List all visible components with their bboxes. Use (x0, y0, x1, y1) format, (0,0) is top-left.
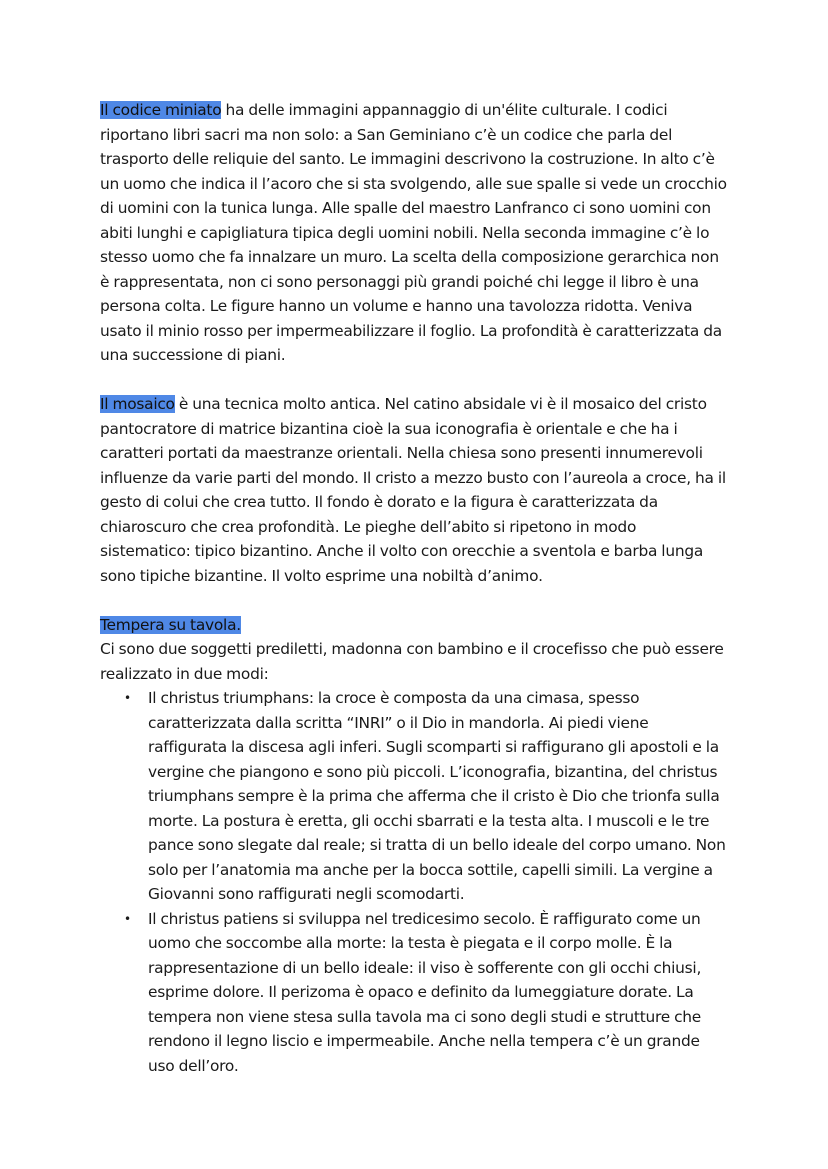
list-item (100, 907, 730, 1079)
highlighted-term: Il mosaico (100, 395, 175, 413)
highlighted-heading: Tempera su tavola. (100, 615, 241, 634)
section-intro: Ci sono due soggetti prediletti, madonna con bambino e il crocefisso che può essere realizzato in due modi: (100, 640, 724, 683)
section-tempera (100, 613, 730, 1079)
list-item (100, 686, 730, 907)
document-body (100, 98, 730, 1078)
bullet-icon: • (124, 911, 131, 926)
paragraph-text: è una tecnica molto antica. Nel catino absidale vi è il mosaico del cristo pantocratore di matrice bizantina cioè la sua iconografia è orientale e che ha i caratteri portati da maestranze orientali. Nella chiesa sono presenti innumerevoli influenze da varie parti del mondo. Il cristo a mezzo busto con l’aureola a croce, ha il gesto di colui che crea tutto. Il fondo è dorato e la figura è caratterizzata da chiaroscuro che crea profondità. Le pieghe dell’abito si ripetono in modo sistematico: tipico bizantino. Anche il volto con orecchie a sventola e barba lunga sono tipiche bizantine. Il volto esprime una nobiltà d’animo. (100, 395, 726, 585)
bullet-list (100, 686, 730, 1078)
highlighted-term: Il codice miniato (100, 101, 222, 119)
section-heading (100, 613, 730, 638)
paragraph-codice-miniato (100, 98, 730, 368)
paragraph-text: ha delle immagini appannaggio di un'élite culturale. I codici riportano libri sacri ma non solo: a San Geminiano c’è un codice che parla del trasporto delle reliquie del santo. Le immagini descrivono la costruzione. In alto c’è un uomo che indica il l’acoro che si sta svolgendo, alle sue spalle si vede un crocchio di uomini con la tunica lunga. Alle spalle del maestro Lanfranco ci sono uomini con abiti lunghi e capigliatura tipica degli uomini nobili. Nella seconda immagine c’è lo stesso uomo che fa innalzare un muro. La scelta della composizione gerarchica non è rappresentata, non ci sono personaggi più grandi poiché chi legge il libro è una persona colta. Le figure hanno un volume e hanno una tavolozza ridotta. Veniva usato il minio rosso per impermeabilizzare il foglio. La profondità è caratterizzata da una successione di piani. (100, 101, 727, 364)
list-item-text: Il christus patiens si sviluppa nel tredicesimo secolo. È raffigurato come un uomo che soccombe alla morte: la testa è piegata e il corpo molle. È la rappresentazione di un bello ideale: il viso è sofferente con gli occhi chiusi, esprime dolore. Il perizoma è opaco e definito da lumeggiature dorate. La tempera non viene stesa sulla tavola ma ci sono degli studi e strutture che rendono il legno liscio e impermeabile. Anche nella tempera c’è un grande uso dell’oro. (148, 909, 702, 1075)
bullet-icon: • (124, 691, 131, 705)
paragraph-mosaico (100, 392, 730, 588)
list-item-text: Il christus triumphans: la croce è composta da una cimasa, spesso caratterizzata dalla scritta “INRI” o il Dio in mandorla. Ai piedi viene raffigurata la discesa agli inferi. Sugli scomparti si raffigurano gli apostoli e la vergine che piangono e sono più piccoli. L’iconografia, bizantina, del christus triumphans sempre è la prima che afferma che il cristo è Dio che trionfa sulla morte. La postura è eretta, gli occhi sbarrati e la testa alta. I muscoli e le tre pance sono slegate dal reale; si tratta di un bello ideale del corpo umano. Non solo per l’anatomia ma anche per la bocca sottile, capelli simili. La vergine a Giovanni sono raffigurati negli scomodarti. (148, 689, 726, 903)
